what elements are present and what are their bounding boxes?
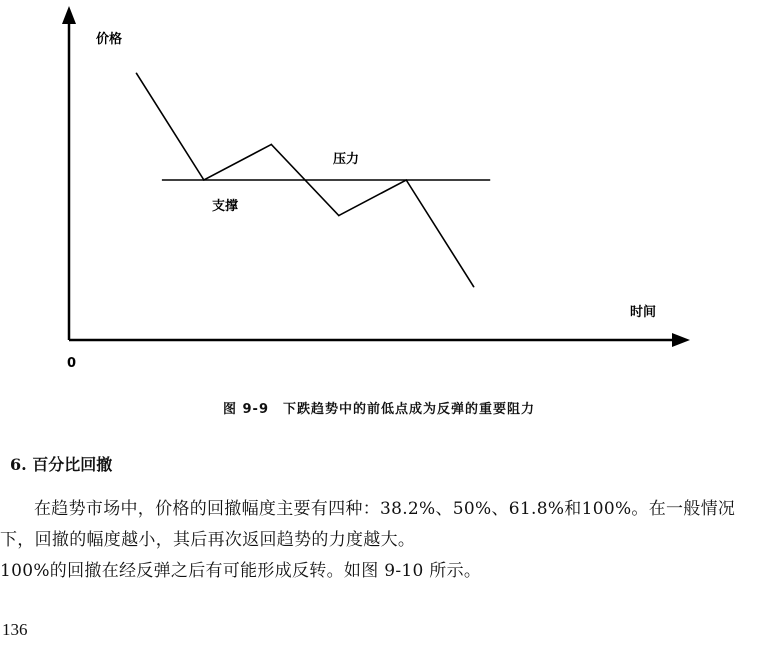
price-point (203, 179, 205, 181)
resistance-label: 压力 (333, 152, 360, 167)
section-heading: 6. 百分比回撤 (10, 455, 113, 474)
x-axis-arrow (672, 333, 690, 347)
y-axis-label: 价格 (96, 32, 123, 47)
section-body (0, 494, 752, 587)
page-number: 136 (2, 620, 28, 639)
x-axis-label: 时间 (630, 305, 657, 320)
price-point (473, 286, 475, 288)
support-label: 支撑 (212, 199, 239, 214)
price-point (136, 73, 138, 75)
paragraph: 在趋势市场中，价格的回撤幅度主要有四种：38.2%、50%、61.8%和100%。在一般情况下，回撤的幅度越小，其后再次返回趋势的力度越大。 (0, 499, 736, 550)
price-point (338, 215, 340, 217)
price-point (271, 144, 273, 146)
figure-caption: 图 9-9 下跌趋势中的前低点成为反弹的重要阻力 (222, 402, 535, 417)
paragraph: 100%的回撤在经反弹之后有可能形成反转。如图 9-10 所示。 (0, 561, 482, 581)
price-point (405, 179, 407, 181)
y-axis-arrow (62, 6, 76, 24)
origin-label: 0 (67, 356, 77, 371)
